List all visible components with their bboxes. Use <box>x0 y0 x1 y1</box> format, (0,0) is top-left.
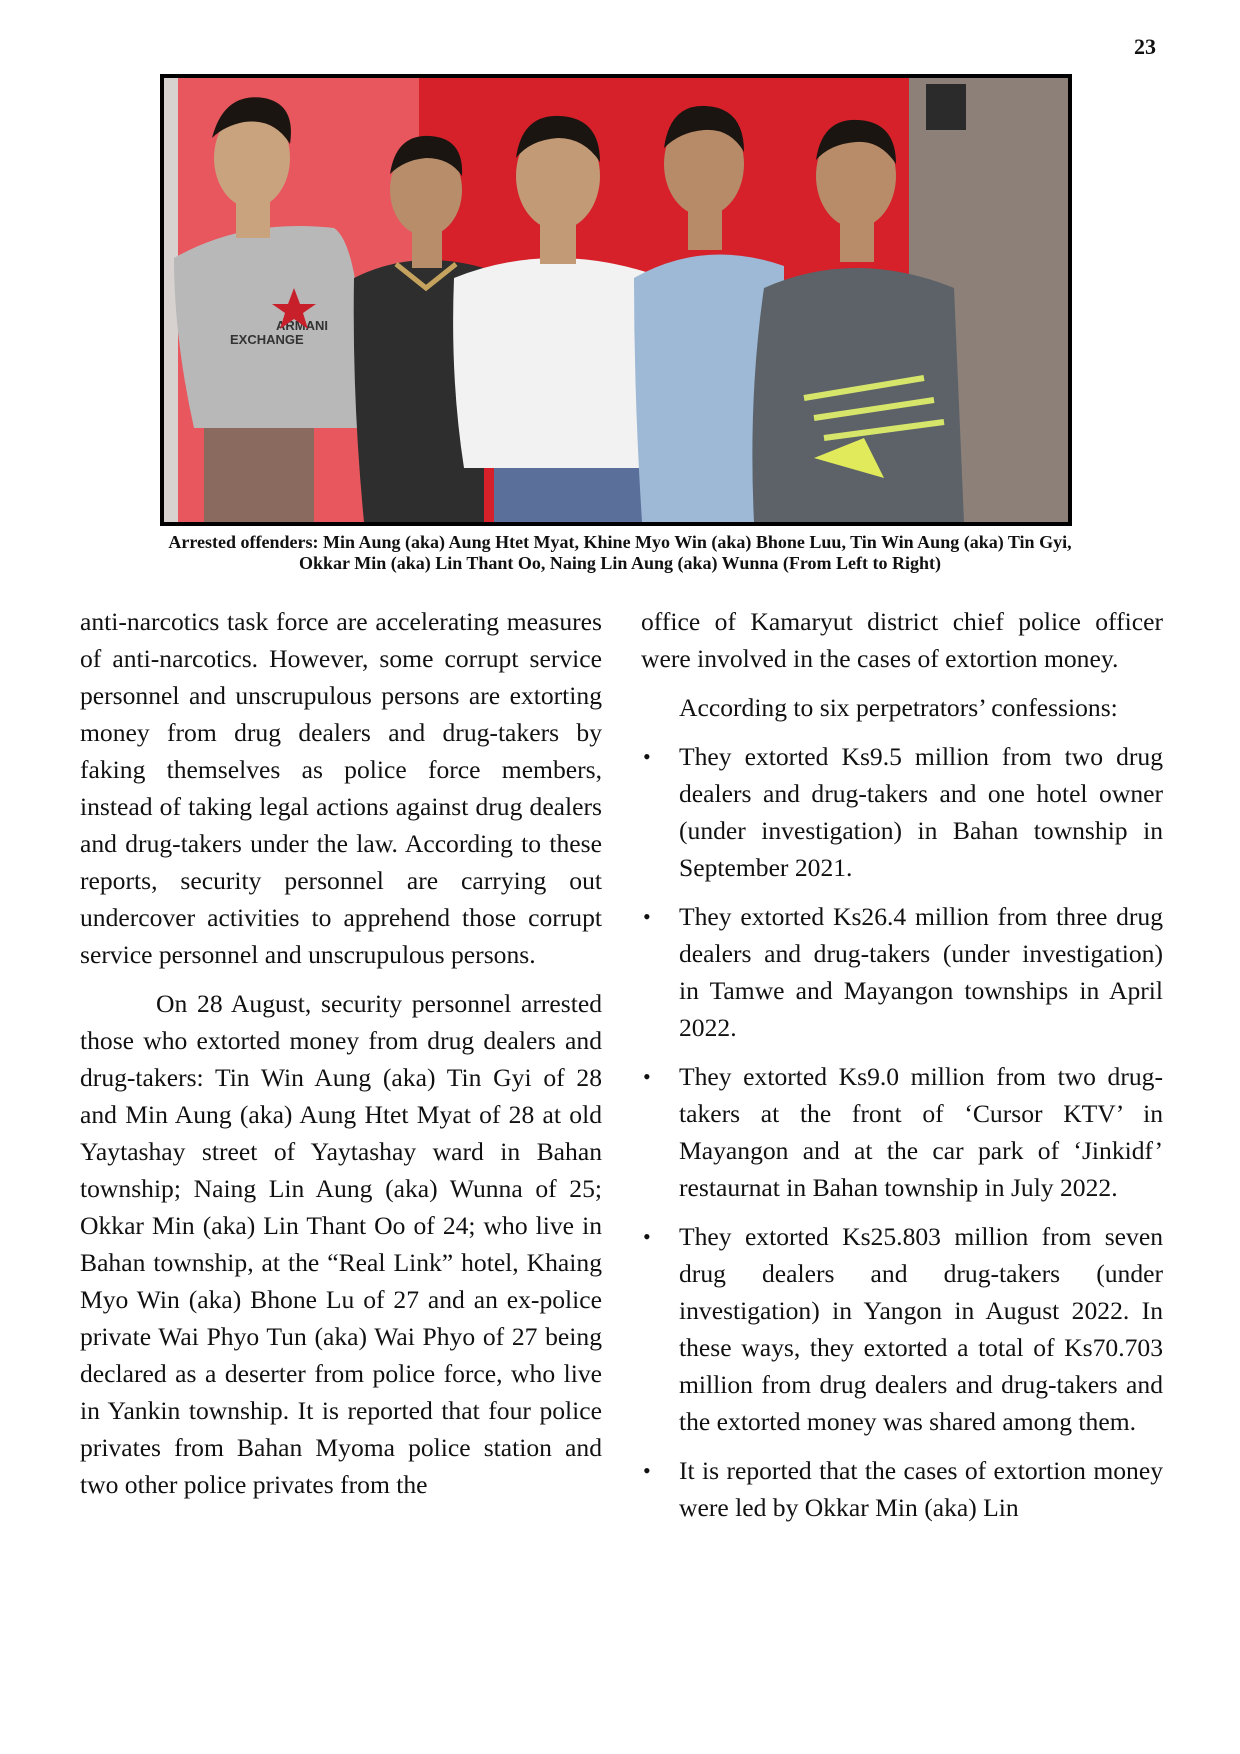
list-item <box>641 1452 1163 1526</box>
left-paragraph-1: anti-narcotics task force are accelerating measures of anti-narcotics. However, some corrupt service personnel and unscrupulous persons are extorting money from drug dealers and drug-takers by faking themselves as police force members, instead of taking legal actions against drug dealers and drug-takers under the law. According to these reports, security personnel are carrying out undercover activities to apprehend those corrupt service personnel and unscrupulous persons. <box>80 607 602 969</box>
list-item-text: They extorted Ks9.0 million from two drug-takers at the front of ‘Cursor KTV’ in Mayangon and at the car park of ‘Jinkidf’ restaurnat in Bahan township in July 2022. <box>679 1062 1163 1202</box>
bullet-icon: • <box>643 1458 651 1483</box>
bullet-icon: • <box>643 744 651 769</box>
page-number: 23 <box>1134 34 1156 59</box>
shirt-print-line-2: EXCHANGE <box>230 332 304 347</box>
photo-caption <box>80 532 1160 574</box>
list-item-text: They extorted Ks25.803 million from seven drug dealers and drug-takers (under investigation) in Yangon in August 2022. In these ways, they extorted a total of Ks70.703 million from drug dealers and drug-takers and the extorted money was shared among them. <box>679 1222 1163 1436</box>
offenders-photo <box>160 74 1072 526</box>
right-column <box>641 603 1163 1538</box>
caption-line-2: Okkar Min (aka) Lin Thant Oo, Naing Lin Aung (aka) Wunna (From Left to Right) <box>299 553 941 573</box>
offenders-photo-illustration <box>164 78 1068 522</box>
right-paragraph-2: According to six perpetrators’ confessions: <box>679 693 1118 722</box>
wall-fixture <box>926 84 966 130</box>
shirt-print-line-1: ARMANI <box>276 318 328 333</box>
list-item-text: It is reported that the cases of extortion money were led by Okkar Min (aka) Lin <box>679 1456 1163 1522</box>
list-item-text: They extorted Ks9.5 million from two drug dealers and drug-takers and one hotel owner (under investigation) in Bahan township in September 2021. <box>679 742 1163 882</box>
right-paragraph-1: office of Kamaryut district chief police officer were involved in the cases of extortion money. <box>641 607 1163 673</box>
list-item <box>641 1218 1163 1440</box>
list-item <box>641 1058 1163 1206</box>
left-paragraph-2: On 28 August, security personnel arrested those who extorted money from drug dealers and drug-takers: Tin Win Aung (aka) Tin Gyi of 28 and Min Aung (aka) Aung Htet Myat of 28 at old Yaytashay street of Yaytashay ward in Bahan township; Naing Lin Aung (aka) Wunna of 25; Okkar Min (aka) Lin Thant Oo of 24; who live in Bahan township, at the “Real Link” hotel, Khaing Myo Win (aka) Bhone Lu of 27 and an ex-police private Wai Phyo Tun (aka) Wai Phyo of 27 being declared as a deserter from police force, who live in Yankin township. It is reported that four police privates from Bahan Myoma police station and two other police privates from the <box>80 989 602 1499</box>
bullet-icon: • <box>643 1224 651 1249</box>
bullet-icon: • <box>643 1064 651 1089</box>
list-item <box>641 738 1163 886</box>
list-item <box>641 898 1163 1046</box>
list-item-text: They extorted Ks26.4 million from three drug dealers and drug-takers (under investigation) in Tamwe and Mayangon townships in April 2022. <box>679 902 1163 1042</box>
left-column <box>80 603 602 1503</box>
confession-list <box>641 738 1163 1526</box>
bullet-icon: • <box>643 904 651 929</box>
caption-line-1: Arrested offenders: Min Aung (aka) Aung Htet Myat, Khine Myo Win (aka) Bhone Luu, Tin Win Aung (aka) Tin Gyi, <box>168 532 1072 552</box>
